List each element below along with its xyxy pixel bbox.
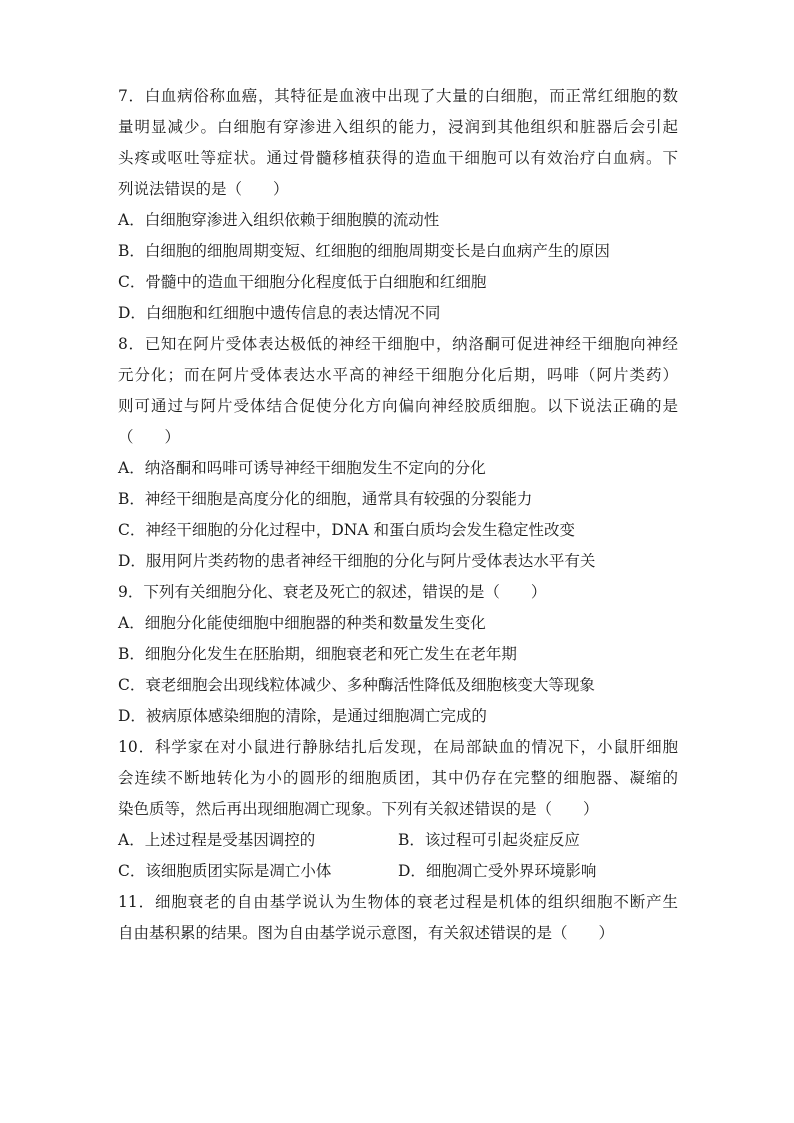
q7-line-4: 列说法错误的是（ ）	[118, 180, 289, 198]
q8-line-1: 8．已知在阿片受体表达极低的神经干细胞中，纳洛酮可促进神经干细胞向神经	[118, 335, 678, 353]
q8-line-3: 则可通过与阿片受体结合促使分化方向偏向神经胶质细胞。以下说法正确的是	[118, 397, 678, 415]
q10-option-d: D．细胞凋亡受外界环境影响	[398, 862, 597, 880]
q9-option-d: D．被病原体感染细胞的清除，是通过细胞凋亡完成的	[118, 707, 487, 725]
q10-line-1: 10．科学家在对小鼠进行静脉结扎后发现，在局部缺血的情况下，小鼠肝细胞	[118, 738, 678, 756]
q8-option-b: B．神经干细胞是高度分化的细胞，通常具有较强的分裂能力	[118, 490, 533, 508]
q8-option-c: C．神经干细胞的分化过程中，DNA 和蛋白质均会发生稳定性改变	[118, 521, 575, 539]
q8-option-a: A．纳洛酮和吗啡可诱导神经干细胞发生不定向的分化	[118, 459, 486, 477]
q7-option-a: A．白细胞穿渗进入组织依赖于细胞膜的流动性	[118, 211, 440, 229]
q10-line-3: 染色质等，然后再出现细胞凋亡现象。下列有关叙述错误的是（ ）	[118, 800, 599, 818]
q8-option-d: D．服用阿片类药物的患者神经干细胞的分化与阿片受体表达水平有关	[118, 552, 596, 570]
q10-option-c: C．该细胞质团实际是凋亡小体	[118, 862, 332, 880]
q8-line-4: （ ）	[118, 428, 181, 446]
q7-line-1: 7．白血病俗称血癌，其特征是血液中出现了大量的白细胞，而正常红细胞的数	[118, 87, 678, 105]
q8-line-2: 元分化；而在阿片受体表达水平高的神经干细胞分化后期，吗啡（阿片类药）	[118, 366, 678, 384]
q9-option-a: A．细胞分化能使细胞中细胞器的种类和数量发生变化	[118, 614, 486, 632]
q10-line-2: 会连续不断地转化为小的圆形的细胞质团，其中仍存在完整的细胞器、凝缩的	[118, 769, 678, 787]
q7-option-b: B．白细胞的细胞周期变短、红细胞的细胞周期变长是白血病产生的原因	[118, 242, 610, 260]
q9-line-1: 9．下列有关细胞分化、衰老及死亡的叙述，错误的是（ ）	[118, 583, 547, 601]
q11-line-2: 自由基积累的结果。图为自由基学说示意图，有关叙述错误的是（ ）	[118, 924, 615, 942]
q9-option-c: C．衰老细胞会出现线粒体减少、多种酶活性降低及细胞核变大等现象	[118, 676, 595, 694]
q7-line-3: 头疼或呕吐等症状。通过骨髓移植获得的造血干细胞可以有效治疗白血病。下	[118, 149, 678, 167]
q9-option-b: B．细胞分化发生在胚胎期，细胞衰老和死亡发生在老年期	[118, 645, 517, 663]
q7-line-2: 量明显减少。白细胞有穿渗进入组织的能力，浸润到其他组织和脏器后会引起	[118, 118, 678, 136]
q10-option-b: B．该过程可引起炎症反应	[398, 831, 580, 849]
q7-option-d: D．白细胞和红细胞中遗传信息的表达情况不同	[118, 304, 441, 322]
q7-option-c: C．骨髓中的造血干细胞分化程度低于白细胞和红细胞	[118, 273, 487, 291]
q10-option-a: A．上述过程是受基因调控的	[118, 831, 316, 849]
q11-line-1: 11．细胞衰老的自由基学说认为生物体的衰老过程是机体的组织细胞不断产生	[118, 893, 678, 911]
